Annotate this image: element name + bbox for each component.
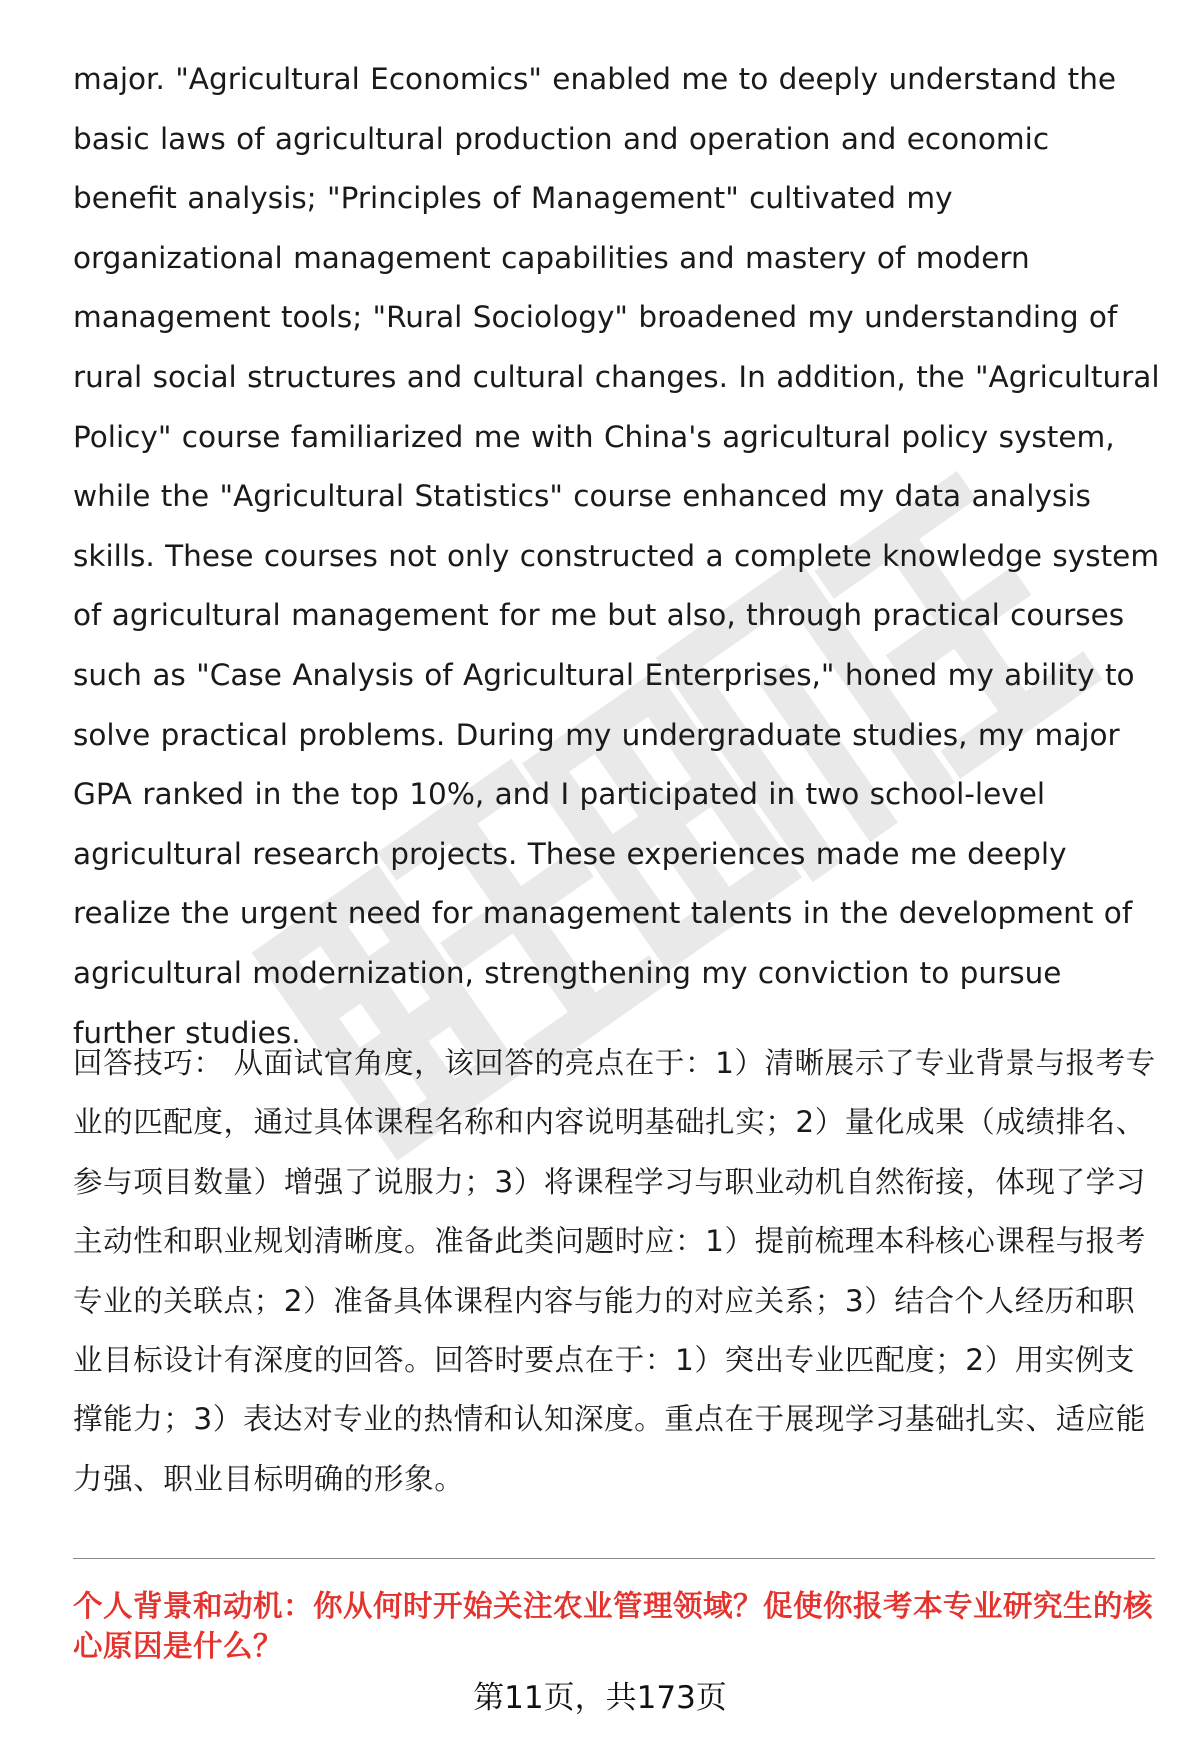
answer-paragraph: major. "Agricultural Economics" enabled me to deeply understand the basic laws of agricultural production and operation and economic benefit analysis; "Principles of Management" cultivated my organizational management capabilities and mastery of modern management tools; "Rural Sociology" broadened my understanding of rural social structures and cultural changes. In addition, the "Agricultural Policy" course familiarized me with China's agricultural policy system, while the "Agricultural Statistics" course enhanced my data analysis skills. These courses not only constructed a complete knowledge system of agricultural management for me but also, through practical courses such as "Case Analysis of Agricultural Enterprises," honed my ability to solve practical problems. During my undergraduate studies, my major GPA ranked in the top 10%, and I participated in two school-level agricultural research projects. These experiences made me deeply realize the urgent need for management talents in the development of agricultural modernization, strengthening my conviction to pursue further studies. [73,62,1160,1050]
page-number: 第11页，共173页 [473,1680,727,1716]
section-divider [73,1558,1155,1559]
next-question-heading: 个人背景和动机：你从何时开始关注农业管理领域？促使你报考本专业研究生的核心原因是什么？ [73,1589,1154,1663]
answer-tips-paragraph: 回答技巧： 从面试官角度，该回答的亮点在于：1）清晰展示了专业背景与报考专业的匹配度，通过具体课程名称和内容说明基础扎实；2）量化成果（成绩排名、参与项目数量）增强了说服力；3）将课程学习与职业动机自然衔接，体现了学习主动性和职业规划清晰度。准备此类问题时应：1）提前梳理本科核心课程与报考专业的关联点；2）准备具体课程内容与能力的对应关系；3）结合个人经历和职业目标设计有深度的回答。回答时要点在于：1）突出专业匹配度；2）用实例支撑能力；3）表达对专业的热情和认知深度。重点在于展现学习基础扎实、适应能力强、职业目标明确的形象。 [73,1046,1156,1496]
